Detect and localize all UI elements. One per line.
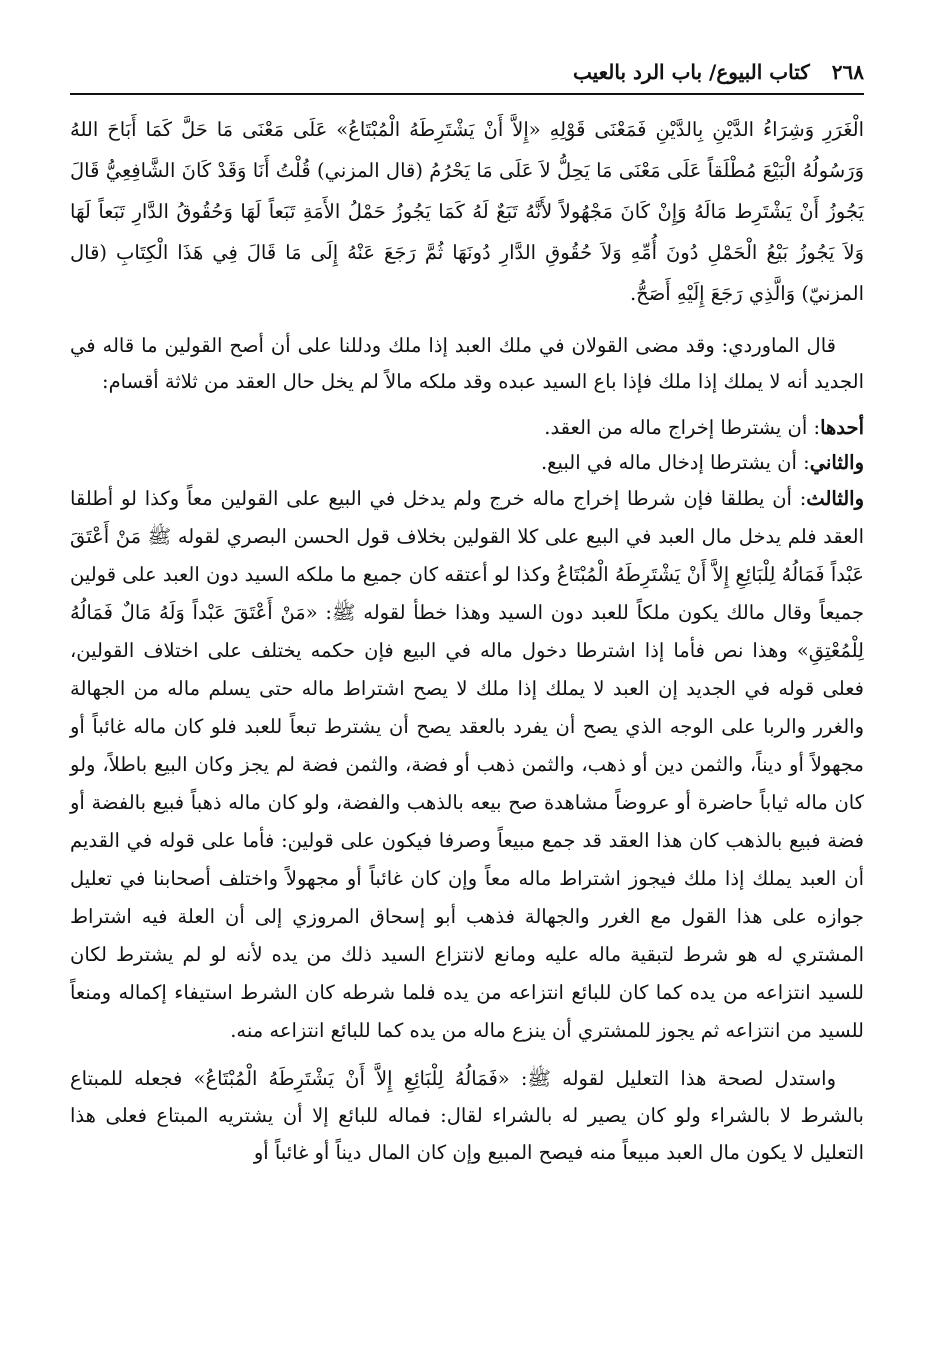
division-first-label: أحدها [820,416,864,439]
division-second-label: والثاني [809,451,864,474]
division-second-text: : أن يشترطا إدخال ماله في البيع. [540,451,810,474]
matn-text: الْغَرَرِ وَشِرَاءُ الدَّيْنِ بِالدَّيْنِ فَمَعْنَى قَوْلِهِ «إِلاَّ أَنْ يَشْتَرِطَهُ الْمُبْتَاعُ» عَلَى مَعْنَى مَا حَلَّ كَمَا أَبَاحَ اللهُ وَرَسُولُهُ الْبَيْعَ مُطْلَقاً عَلَى مَعْنَى مَا يَحِلُّ لاَ عَلَى مَا يَحْرُمُ (قال المزني) قُلْتُ أَنَا وَقَدْ كَانَ الشَّافِعِيُّ قَالَ يَجُوزُ أَنْ يَشْتَرِط مَالَهُ وَإِنْ كَانَ مَجْهُولاً لأَنَّهُ تَبَعٌ لَهُ كَمَا يَجُوزُ حَمْلُ الأَمَةِ تَبَعاً لَهَا وَحُقُوقُ الدَّارِ تَبَعاً لَهَا وَلاَ يَجُوزُ بَيْعُ الْحَمْلِ دُونَ أُمِّهِ وَلاَ حُقُوقِ الدَّارِ دُونَهَا ثُمَّ رَجَعَ عَنْهُ إِلَى مَا قَالَ فِي هَذَا الْكِتَابِ (قال المزنيّ) وَالَّذِي رَجَعَ إِلَيْهِ أَصَحُّ. [70,118,864,305]
division-third-label: والثالث [806,487,864,510]
running-header [70,55,864,95]
header-title: كتاب البيوع/ باب الرد بالعيب [572,60,810,84]
page-number: ٢٦٨ [831,60,864,84]
intro-paragraph: قال الماوردي: وقد مضى القولان في ملك العبد إذا ملك ودللنا على أن أصح القولين ما قاله في الجديد أنه لا يملك إذا ملك فإذا باع السيد عبده وقد ملكه مالاً لم يخل حال العقد من ثلاثة أقسام: [70,334,864,393]
division-first [70,410,864,445]
division-first-text: : أن يشترطا إخراج ماله من العقد. [544,416,821,439]
division-second [70,445,864,480]
divisions-list [70,410,864,480]
third-division-paragraph [70,480,864,1050]
closing-paragraph: واستدل لصحة هذا التعليل لقوله ﷺ: «فَمَالُهُ لِلْبَائِعِ إِلاَّ أَنْ يَشْتَرِطَهُ الْمُبْتَاعُ» فجعله للمبتاع بالشرط لا بالشراء ولو كان يصير له بالشراء لقال: فماله للبائع إلا أن يشتريه المبتاع فعلى هذا التعليل لا يكون مال العبد مبيعاً منه فيصح المبيع وإن كان المال ديناً أو غائباً أو [70,1067,864,1164]
division-third-text: : أن يطلقا فإن شرطا إخراج ماله خرج ولم يدخل في البيع على القولين معاً وكذا لو أطلقا العقد فلم يدخل مال العبد في البيع على كلا القولين بخلاف قول الحسن البصري لقوله ﷺ مَنْ أَعْتَقَ عَبْداً فَمَالُهُ لِلْبَائِعِ إِلاَّ أَنْ يَشْتَرِطَهُ الْمُبْتَاعُ وكذا لو أعتقه كان جميع ما ملكه السيد دون العبد على قولين جميعاً وقال مالك يكون ملكاً للعبد دون السيد وهذا خطأ لقوله ﷺ: «مَنْ أَعْتَقَ عَبْداً وَلَهُ مَالٌ فَمَالُهُ لِلْمُعْتِقِ» وهذا نص فأما إذا اشترطا دخول ماله في البيع فإن حكمه يختلف على اختلاف القولين، فعلى قوله في الجديد إن العبد لا يملك إذا ملك لا يصح اشتراط ماله حتى يسلم ماله من الجهالة والغرر والربا على الوجه الذي يصح أن يفرد بالعقد يصح أن يشترط تبعاً للعبد فلو كان ماله غائباً أو مجهولاً أو ديناً، والثمن دين أو ذهب، والثمن ذهب أو فضة، والثمن فضة لم يجز وكان البيع باطلاً، ولو كان ماله ثياباً حاضرة أو عروضاً مشاهدة صح بيعه بالذهب والفضة، ولو كان ماله ذهباً فبيع بالفضة أو فضة فبيع بالذهب كان هذا العقد قد جمع مبيعاً وصرفا فيكون على قولين: فأما على قوله في القديم أن العبد يملك إذا ملك فيجوز اشتراط ماله معاً وإن كان غائباً أو مجهولاً واختلف أصحابنا في تعليل جوازه على هذا القول مع الغرر والجهالة فذهب أبو إسحاق المروزي إلى أن العلة فيه اشتراط المشتري له هو شرط لتبقية ماله عليه ومانع لانتزاع السيد ذلك من يده لأنه لو لم يشترط لكان للسيد انتزاعه من يده كما كان للبائع انتزاعه من يده فلما شرطه كان الشرط استيفاء إكماله ومنعاً للسيد من انتزاعه ثم يجوز للمشتري أن ينزع ماله من يده كما للبائع انتزاعه منه. [70,487,864,1042]
document-page [70,55,864,1335]
